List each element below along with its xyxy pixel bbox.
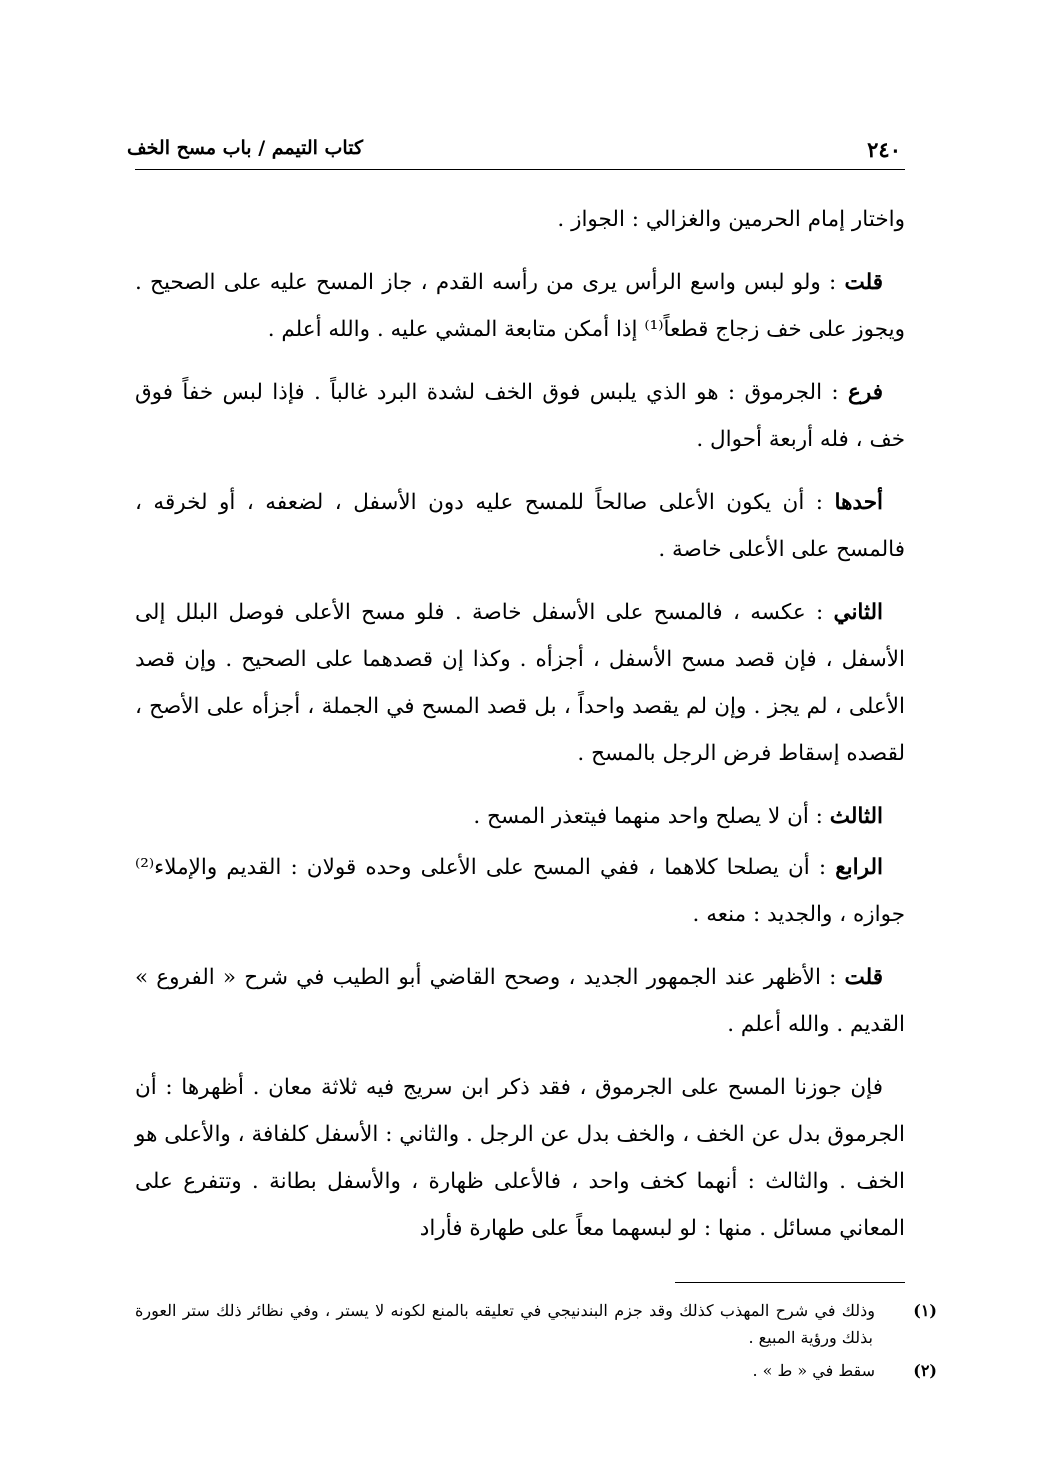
footnote-divider [675,1282,905,1283]
footnote-text: سقط في « ط » . [752,1361,875,1380]
paragraph-lead: قلت [844,270,883,295]
paragraph-lead: الثالث [829,804,883,829]
paragraph-text: : الجرموق : هو الذي يلبس فوق الخف لشدة البرد غالباً . فإذا لبس خفاً فوق خف ، فله أربعة أحوال . [135,380,905,452]
paragraph [135,479,905,573]
paragraph-text: : عكسه ، فالمسح على الأسفل خاصة . فلو مسح الأعلى فوصل البلل إلى الأسفل ، فإن قصد مسح الأسفل ، أجزأه . وكذا إن قصدهما على الصحيح . وإن قصد الأعلى ، لم يجز . وإن لم يقصد واحداً ، بل قصد المسح في الجملة ، أجزأه على الأصح ، لقصده إسقاط فرض الرجل بالمسح . [135,600,905,766]
paragraph [135,844,905,938]
footnotes [135,1297,937,1384]
paragraph-text: : أن يكون الأعلى صالحاً للمسح عليه دون الأسفل ، لضعفه ، أو لخرقه ، فالمسح على الأعلى خاصة . [135,490,905,562]
paragraph [135,369,905,463]
paragraph-lead: الثاني [833,600,883,625]
paragraph-text: : أن يصلحا كلاهما ، ففي المسح على الأعلى وحده قولان : القديم والإملاء⁽²⁾ جوازه ، والجديد : منعه . [135,855,905,927]
chapter-title: كتاب التيمم / باب مسح الخف [127,137,363,159]
running-header [127,135,905,170]
footnote [135,1297,937,1351]
paragraph [135,589,905,777]
paragraph-lead: فرع [848,380,883,405]
footnote-text: وذلك في شرح المهذب كذلك وقد جزم البندنيجي في تعليقه بالمنع لكونه لا يستر ، وفي نظائر ذلك ستر العورة بذلك ورؤية المبيع . [135,1301,875,1347]
paragraph-lead: قلت [844,965,883,990]
paragraph-text: : الأظهر عند الجمهور الجديد ، وصحح القاضي أبو الطيب في شرح « الفروع » القديم . والله أعلم . [135,965,905,1037]
footnote [135,1357,937,1384]
paragraph [135,196,905,243]
paragraph-text: فإن جوزنا المسح على الجرموق ، فقد ذكر ابن سريج فيه ثلاثة معان . أظهرها : أن الجرموق بدل عن الخف ، والخف بدل عن الرجل . والثاني : الأسفل كلفافة ، والأعلى هو الخف . والثالث : أنهما كخف واحد ، فالأعلى ظهارة ، والأسفل بطانة . وتتفرع على المعاني مسائل . منها : لو لبسهما معاً على طهارة فأراد [135,1075,905,1241]
book-page [127,135,937,1390]
paragraph-lead: الرابع [835,855,883,880]
page-number: ٢٤٠ [867,137,901,162]
paragraph [135,1064,905,1252]
paragraph-text: : أن لا يصلح واحد منهما فيتعذر المسح . [473,804,830,829]
paragraph [135,259,905,353]
paragraph [135,793,905,840]
footnote-number: (١) [913,1301,937,1320]
paragraph-text: : ولو لبس واسع الرأس يرى من رأسه القدم ، جاز المسح عليه على الصحيح . ويجوز على خف زجاج قطعاً⁽¹⁾ إذا أمكن متابعة المشي عليه . والله أعلم . [135,270,905,342]
paragraph-text: واختار إمام الحرمين والغزالي : الجواز . [557,207,905,232]
paragraph-lead: أحدها [834,490,883,515]
main-text [135,196,905,1252]
paragraph [135,954,905,1048]
footnote-number: (٢) [913,1361,937,1380]
